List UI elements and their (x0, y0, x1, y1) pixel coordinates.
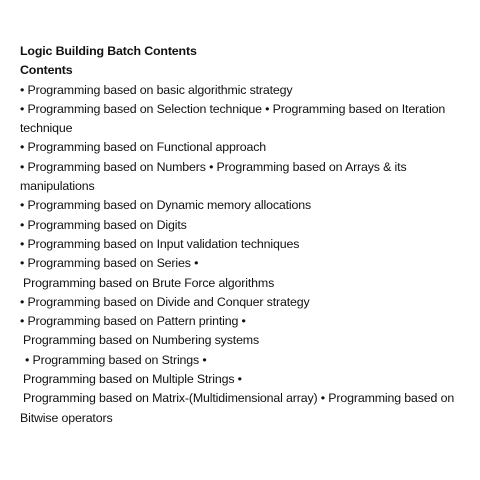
content-line: • Programming based on Divide and Conquer strategy (20, 294, 310, 309)
content-line: • Programming based on Functional approach (20, 140, 266, 155)
content-line: Programming based on Numbering systems (23, 333, 260, 348)
content-line: • Programming based on Series • (20, 256, 199, 271)
content-line: Programming based on Matrix-(Multidimensional array) • Programming based on (23, 391, 455, 406)
content-line: manipulations (20, 179, 95, 194)
content-line: • Programming based on Input validation techniques (20, 236, 300, 251)
content-line: • Programming based on Pattern printing • (20, 314, 246, 329)
document-title: Logic Building Batch Contents (20, 44, 197, 58)
content-line: • Programming based on Numbers • Programming based on Arrays & its (20, 159, 407, 174)
contents-heading: Contents (20, 63, 73, 78)
content-line: • Programming based on Selection technique • Programming based on Iteration (20, 101, 446, 116)
content-line: • Programming based on Strings • (25, 352, 207, 367)
content-line: technique (20, 121, 73, 136)
content-line: • Programming based on Dynamic memory allocations (20, 198, 312, 213)
content-line: Programming based on Multiple Strings • (23, 372, 242, 387)
content-line: Bitwise operators (20, 410, 113, 425)
content-line: Programming based on Brute Force algorithms (23, 275, 275, 290)
document-body (20, 42, 460, 428)
content-line: • Programming based on basic algorithmic strategy (20, 82, 293, 97)
content-line: • Programming based on Digits (20, 217, 187, 232)
